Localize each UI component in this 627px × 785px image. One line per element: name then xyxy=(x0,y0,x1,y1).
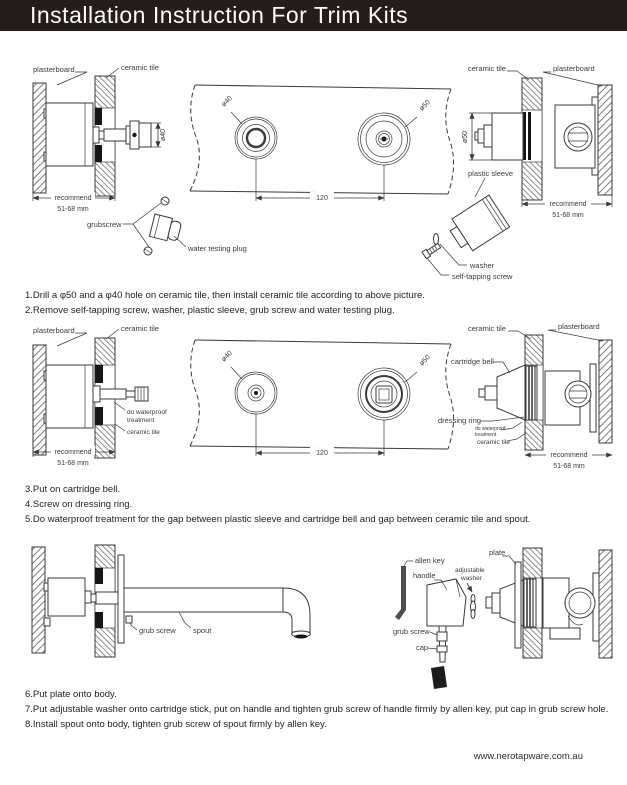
plastic-sleeve-part xyxy=(445,195,509,255)
recommend-label: recommend xyxy=(54,195,92,202)
adjustable-washer-part xyxy=(471,595,476,619)
plate-label: plate xyxy=(489,548,506,557)
waterproof-label-2: treatment xyxy=(475,432,497,438)
recommend-label: recommend xyxy=(549,201,587,208)
grub-screw-label: grub screw xyxy=(393,627,430,636)
dim-120-label: 120 xyxy=(316,195,328,202)
allen-key-part xyxy=(395,566,406,620)
waterproof-label-1: do waterproof xyxy=(475,426,506,432)
self-tapping-screw-label: self-tapping screw xyxy=(452,272,513,281)
waterproof-label-1: do waterproof xyxy=(127,409,167,416)
steps-1-2 xyxy=(25,288,425,318)
grub-screw-part xyxy=(437,632,447,641)
step-1: 1.Drill a φ50 and a φ40 hole on ceramic tile, then install ceramic tile according to above picture. xyxy=(25,290,425,301)
cap-part xyxy=(437,646,447,652)
title-bar xyxy=(0,0,627,31)
step-8: 8.Install spout onto body, tighten grub screw of spout firmly by allen key. xyxy=(25,719,327,731)
adjustable-washer-label-1: adjustable xyxy=(455,567,485,574)
ceramic-tile-label: ceramic tile xyxy=(468,64,506,73)
ceramic-tile-label: ceramic tile xyxy=(121,63,159,72)
grub-screw-label: grub screw xyxy=(139,626,176,635)
recommend-label: recommend xyxy=(550,452,588,459)
plasterboard-label: plasterboard xyxy=(33,65,75,74)
recommend-label: recommend xyxy=(54,449,92,456)
step-5: 5.Do waterproof treatment for the gap between plastic sleeve and cartridge bell and gap between ceramic tile and spout. xyxy=(25,514,531,526)
diagram-row3-handle-exploded xyxy=(393,548,612,689)
recommend-range: 51-68 mm xyxy=(552,212,584,219)
allen-key-label: allen key xyxy=(415,556,445,565)
cartridge-bell-label: cartridge bell xyxy=(451,357,494,366)
adjustable-washer-label-2: washer xyxy=(461,575,482,582)
diagram-row3 xyxy=(15,538,620,690)
washer-label: washer xyxy=(470,261,495,270)
waterproof-label-2: treatment xyxy=(127,417,155,424)
cap-label: cap xyxy=(416,643,429,652)
plasterboard-label: plasterboard xyxy=(553,64,595,73)
diagram-row1-plug-parts xyxy=(87,197,247,255)
ceramic-tile-label-2: ceramic tile xyxy=(127,429,160,436)
plasterboard-label: plasterboard xyxy=(558,322,600,331)
dim-d40-label: ø40 xyxy=(220,94,234,109)
steps-6-8 xyxy=(25,687,608,733)
water-testing-plug-label: water testing plug xyxy=(188,244,247,253)
dim-d50-label: ø50 xyxy=(418,98,432,113)
recommend-range: 51-68 mm xyxy=(57,460,89,467)
diagram-row3-spout-section xyxy=(32,545,311,657)
step-2: 2.Remove self-tapping screw, washer, plastic sleeve, grub screw and water testing plug. xyxy=(25,305,395,317)
plasterboard-label: plasterboard xyxy=(33,326,75,335)
step-3: 3.Put on cartridge bell. xyxy=(25,484,121,495)
step-7: 7.Put adjustable washer onto cartridge stick, put on handle and tighten grub screw of handle firmly by allen key, put cap in grub screw hole. xyxy=(25,704,609,716)
hole-d50 xyxy=(358,113,410,165)
diagram-row1-valve-section xyxy=(33,63,167,213)
ceramic-tile-label: ceramic tile xyxy=(121,324,159,333)
self-tapping-screw-part xyxy=(422,242,441,259)
ceramic-tile-label-2: ceramic tile xyxy=(477,439,510,446)
page-title: Installation Instruction For Trim Kits xyxy=(30,2,409,28)
diagram-row2-bell-section xyxy=(438,322,612,470)
steps-3-5 xyxy=(25,482,530,528)
plastic-sleeve-label: plastic sleeve xyxy=(468,169,514,178)
spout-label: spout xyxy=(193,626,212,635)
step-6: 6.Put plate onto body. xyxy=(25,689,117,700)
diagram-row2 xyxy=(15,318,620,483)
washer-part xyxy=(434,234,439,245)
dim-diameter-40: ø40 xyxy=(160,128,167,142)
diagram-row2-valve-section xyxy=(33,324,167,467)
dim-d40-label: ø40 xyxy=(220,349,234,364)
step-4: 4.Screw on dressing ring. xyxy=(25,499,133,511)
recommend-range: 51-68 mm xyxy=(553,463,585,470)
diagram-row1 xyxy=(15,55,620,290)
dim-120-label: 120 xyxy=(316,450,328,457)
diagram-row1-sleeve-section xyxy=(422,64,612,281)
diagram-row2-tile-face xyxy=(190,340,454,457)
handle-tip xyxy=(431,666,447,689)
grubscrew-label: grubscrew xyxy=(87,220,122,229)
handle-label: handle xyxy=(413,571,436,580)
diagram-row1-tile-face xyxy=(190,85,454,202)
dressing-ring-label: dressing ring xyxy=(438,416,481,425)
plate-part xyxy=(515,562,521,648)
dim-diameter-50: ø50 xyxy=(462,130,469,144)
fitting-d50 xyxy=(358,368,410,420)
ceramic-tile-label: ceramic tile xyxy=(468,324,506,333)
handle-part xyxy=(427,579,466,626)
recommend-range: 51-68 mm xyxy=(57,206,89,213)
website-url: www.nerotapware.com.au xyxy=(473,751,583,762)
dim-d50-label: ø50 xyxy=(418,353,432,368)
